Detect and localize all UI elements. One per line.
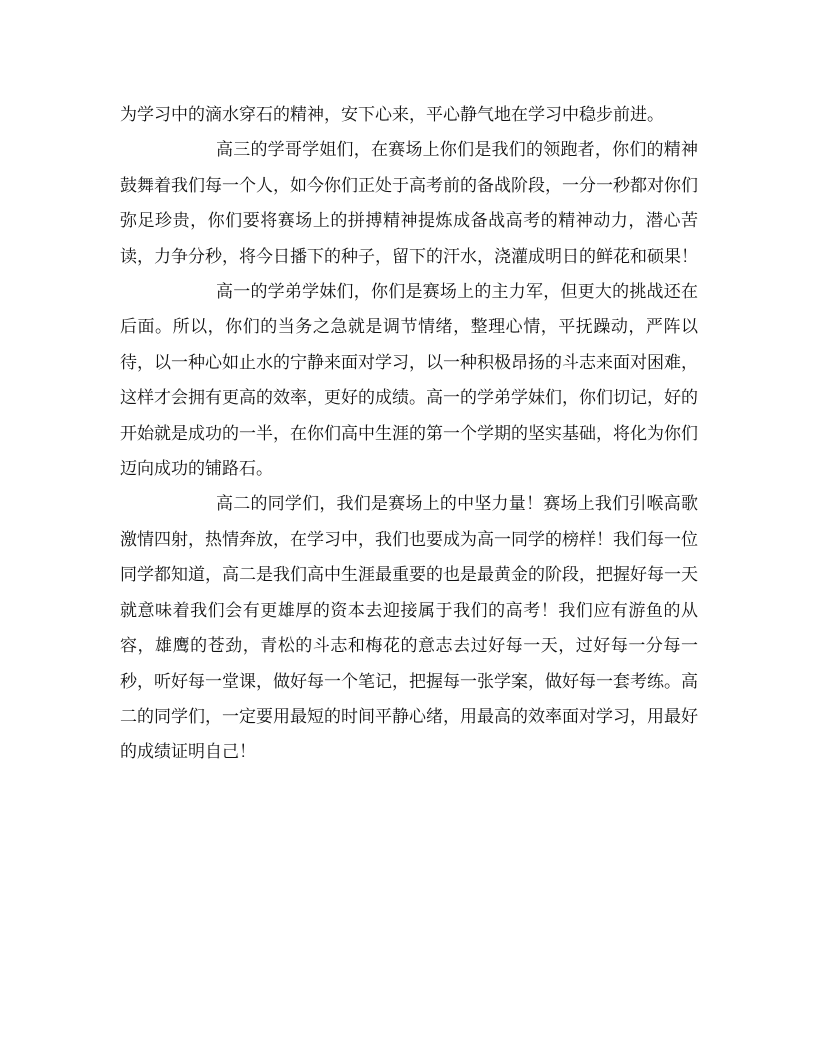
- paragraph-freshman-students: 高一的学弟学妹们，你们是赛场上的主力军，但更大的挑战还在后面。所以，你们的当务之急就是调节情绪，整理心情，平抚躁动，严阵以待，以一种心如止水的宁静来面对学习，以一种积极昂扬的斗志来面对困难，这样才会拥有更高的效率，更好的成绩。高一的学弟学妹们，你们切记，好的开始就是成功的一半，在你们高中生涯的第一个学期的坚实基础，将化为你们迈向成功的铺路石。: [120, 282, 698, 480]
- document-body: [120, 98, 698, 771]
- paragraph-continuation: 为学习中的滴水穿石的精神，安下心来，平心静气地在学习中稳步前进。: [120, 105, 664, 125]
- paragraph-senior-students: 高三的学哥学姐们，在赛场上你们是我们的领跑者，你们的精神鼓舞着我们每一个人，如今你们正处于高考前的备战阶段，一分一秒都对你们弥足珍贵，你们要将赛场上的拼搏精神提炼成备战高考的精神动力，潜心苦读，力争分秒，将今日播下的种子，留下的汗水，浇灌成明日的鲜花和硕果！: [120, 140, 698, 267]
- paragraph-sophomore-students: 高二的同学们，我们是赛场上的中坚力量！赛场上我们引喉高歌激情四射，热情奔放，在学习中，我们也要成为高一同学的榜样！我们每一位同学都知道，高二是我们高中生涯最重要的也是最黄金的阶段，把握好每一天就意味着我们会有更雄厚的资本去迎接属于我们的高考！我们应有游鱼的从容，雄鹰的苍劲，青松的斗志和梅花的意志去过好每一天，过好每一分每一秒，听好每一堂课，做好每一个笔记，把握每一张学案，做好每一套考练。高二的同学们，一定要用最短的时间平静心绪，用最高的效率面对学习，用最好的成绩证明自己！: [120, 494, 698, 763]
